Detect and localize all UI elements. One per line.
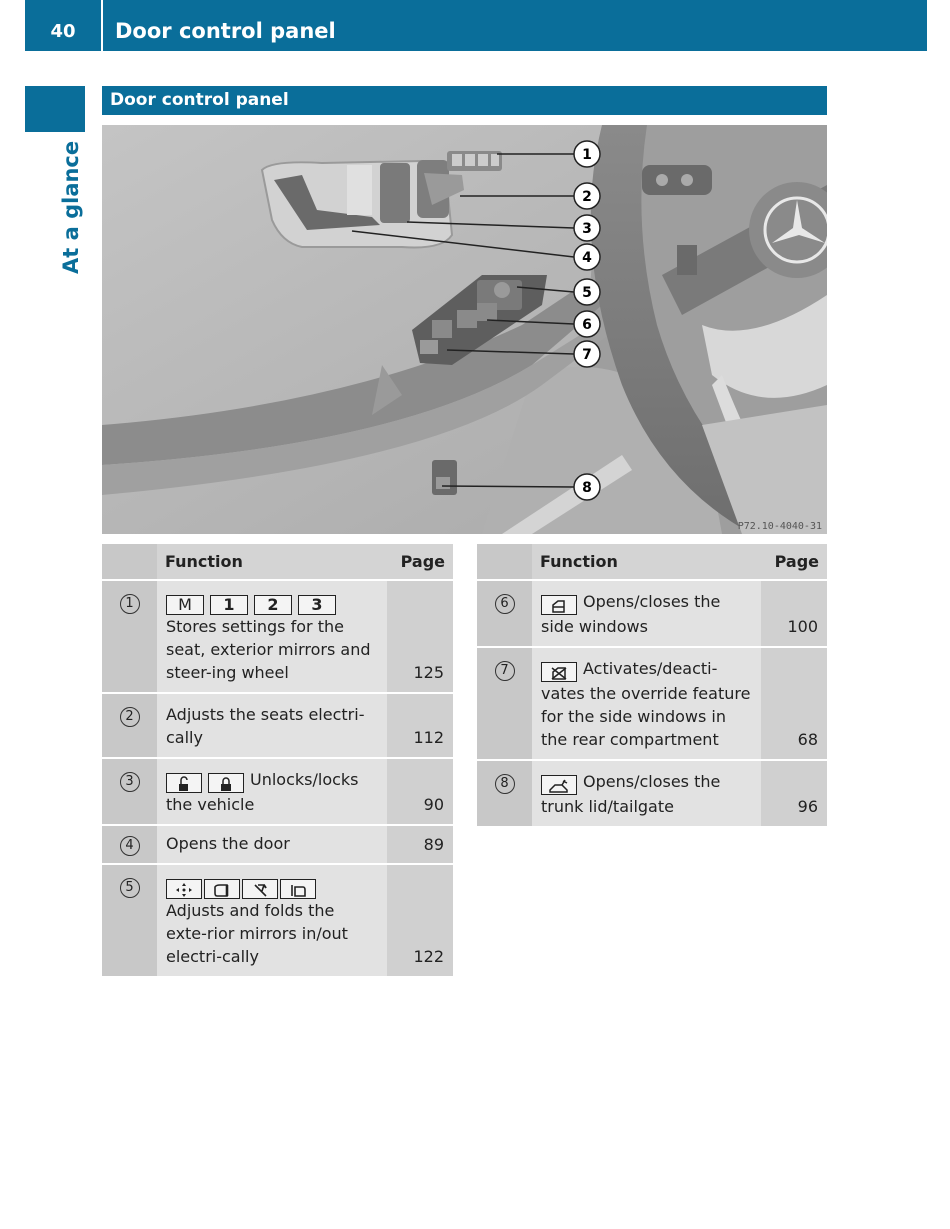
table-row — [102, 580, 453, 693]
header-number-cell — [477, 544, 532, 580]
door-panel-drawing — [102, 125, 827, 534]
header-number-cell — [102, 544, 157, 580]
row-description: Activates/deacti-vates the override feature for the side windows in the rear compartment — [541, 659, 751, 749]
row-number: 4 — [120, 836, 140, 856]
function-table-left — [102, 544, 453, 978]
chapter-label: At a glance — [59, 140, 83, 274]
callout-8 — [574, 474, 600, 500]
memory-3-key: 3 — [298, 595, 336, 615]
svg-text:5: 5 — [582, 285, 592, 301]
svg-text:7: 7 — [582, 347, 592, 363]
row-page: 122 — [387, 864, 453, 977]
callout-1 — [574, 141, 600, 167]
callout-6 — [574, 311, 600, 337]
table-row — [102, 693, 453, 758]
memory-m-key: M — [166, 595, 204, 615]
mirror-keys — [166, 874, 379, 899]
header-page: Page — [761, 544, 827, 580]
left-mirror-icon — [204, 879, 240, 899]
header-function: Function — [157, 544, 387, 580]
row-description: Adjusts the seats electri-cally — [157, 693, 387, 758]
callout-4 — [574, 244, 600, 270]
header-divider — [101, 0, 103, 51]
row-description: Opens/closes the side windows — [541, 592, 721, 636]
window-icon — [541, 595, 577, 615]
function-table-right — [477, 544, 827, 828]
header-function: Function — [532, 544, 761, 580]
callout-2 — [574, 183, 600, 209]
row-description: Adjusts and folds the exte-rior mirrors in/out electri-cally — [166, 901, 348, 966]
memory-2-key: 2 — [254, 595, 292, 615]
row-number: 6 — [495, 594, 515, 614]
row-number: 5 — [120, 878, 140, 898]
row-description: Unlocks/locks the vehicle — [166, 770, 359, 814]
row-description: Opens the door — [157, 825, 387, 864]
callout-5 — [574, 279, 600, 305]
page-title: Door control panel — [115, 19, 336, 43]
right-mirror-icon — [242, 879, 278, 899]
row-page: 96 — [761, 760, 827, 827]
fold-mirror-icon — [280, 879, 316, 899]
row-page: 100 — [761, 580, 827, 647]
svg-text:2: 2 — [582, 189, 592, 205]
door-panel-illustration — [102, 125, 827, 534]
chapter-tab — [25, 86, 85, 132]
page-number: 40 — [50, 21, 76, 42]
row-page: 90 — [387, 758, 453, 825]
override-icon — [541, 662, 577, 682]
header-page: Page — [387, 544, 453, 580]
svg-text:1: 1 — [582, 147, 592, 163]
row-number: 7 — [495, 661, 515, 681]
table-header-row — [102, 544, 453, 580]
row-page: 112 — [387, 693, 453, 758]
svg-text:6: 6 — [582, 317, 592, 333]
row-description: Opens/closes the trunk lid/tailgate — [541, 772, 721, 816]
memory-keys — [166, 590, 379, 615]
table-header-row — [477, 544, 827, 580]
row-number: 8 — [495, 774, 515, 794]
table-row — [477, 760, 827, 827]
row-page: 125 — [387, 580, 453, 693]
unlock-icon — [166, 773, 202, 793]
figure-code: P72.10-4040-31 — [737, 521, 822, 532]
row-description: Stores settings for the seat, exterior mirrors and steer-ing wheel — [166, 617, 371, 682]
table-row — [102, 864, 453, 977]
callout-3 — [574, 215, 600, 241]
trunk-icon — [541, 775, 577, 795]
table-row — [102, 825, 453, 864]
table-row — [477, 580, 827, 647]
row-number: 3 — [120, 772, 140, 792]
svg-text:8: 8 — [582, 480, 592, 496]
row-page: 68 — [761, 647, 827, 760]
row-number: 2 — [120, 707, 140, 727]
mirror-adjust-icon — [166, 879, 202, 899]
memory-1-key: 1 — [210, 595, 248, 615]
svg-text:3: 3 — [582, 221, 592, 237]
lock-icon — [208, 773, 244, 793]
row-number: 1 — [120, 594, 140, 614]
row-page: 89 — [387, 825, 453, 864]
page-header — [25, 0, 927, 51]
svg-text:4: 4 — [582, 250, 592, 266]
table-row — [477, 647, 827, 760]
callout-7 — [574, 341, 600, 367]
table-row — [102, 758, 453, 825]
section-title: Door control panel — [102, 86, 827, 115]
